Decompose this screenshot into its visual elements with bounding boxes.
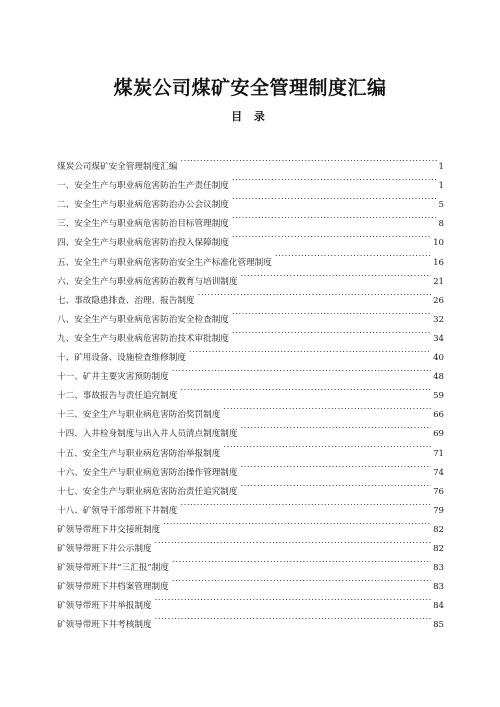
toc-dot-leader	[232, 207, 437, 226]
toc-entry-page-number: 74	[433, 467, 444, 478]
toc-entry-page-number: 1	[438, 181, 444, 192]
toc-entry-page-number: 59	[433, 391, 444, 402]
toc-dot-leader	[240, 456, 431, 475]
toc-entry-page-number: 69	[433, 429, 444, 440]
toc-entry-page-number: 76	[433, 486, 444, 497]
toc-dot-leader	[155, 589, 432, 608]
toc-dot-leader	[180, 150, 436, 169]
toc-entry-page-number: 10	[433, 238, 444, 249]
toc-entry-page-number: 83	[433, 582, 444, 593]
toc-entry-label: 十五、安全生产与职业病危害防治举报制度	[57, 448, 221, 459]
toc-entry-page-number: 40	[433, 353, 444, 364]
toc-entry-label: 十四、入井检身制度与出入井人员清点制度制度	[57, 429, 238, 440]
toc-entry-page-number: 26	[433, 295, 444, 306]
toc-entry-label: 五、安全生产与职业病危害防治安全生产标准化管理制度	[57, 257, 272, 268]
toc-dot-leader	[180, 379, 431, 398]
toc-entry-page-number: 85	[433, 620, 444, 631]
toc-dot-leader	[155, 532, 432, 551]
toc-dot-leader	[172, 570, 431, 589]
toc-entry-page-number: 71	[433, 448, 444, 459]
toc-entry-page-number: 32	[433, 314, 444, 325]
document-title: 煤炭公司煤矿安全管理制度汇编	[113, 77, 387, 99]
toc-entry-label: 三、安全生产与职业病危害防治目标管理制度	[57, 219, 229, 230]
toc-dot-leader	[232, 188, 437, 207]
toc-dot-leader	[232, 226, 431, 245]
toc-entry-label: 六、安全生产与职业病危害防治教育与培训制度	[57, 276, 238, 287]
toc-entry-label: 十七、安全生产与职业病危害防治责任追究制度	[57, 486, 238, 497]
toc-entry-label: 煤炭公司煤矿安全管理制度汇编	[57, 162, 178, 173]
toc-entry-page-number: 48	[433, 372, 444, 383]
toc-entry-label: 矿领导带班下井档案管理制度	[57, 582, 169, 593]
toc-dot-leader	[240, 475, 431, 494]
toc-dot-leader	[275, 245, 431, 264]
toc-entry-label: 十六、安全生产与职业病危害防治操作管理制度	[57, 467, 238, 478]
toc-entry-label: 十八、矿领导干部带班下井制度	[57, 505, 178, 516]
toc-entry[interactable]	[57, 150, 444, 173]
toc-dot-leader	[223, 436, 431, 455]
toc-entry-label: 十、矿用设备、设施检查维修制度	[57, 353, 186, 364]
toc-entry-label: 八、安全生产与职业病危害防治安全检查制度	[57, 314, 229, 325]
toc-dot-leader	[180, 494, 431, 513]
toc-dot-leader	[240, 265, 431, 284]
toc-entry-page-number: 34	[433, 333, 444, 344]
toc-dot-leader	[189, 341, 431, 360]
toc-entry-label: 十二、事故报告与责任追究制度	[57, 391, 178, 402]
toc-dot-leader	[232, 322, 431, 341]
toc-entry-label: 九、安全生产与职业病危害防治技术审批制度	[57, 333, 229, 344]
toc-entry-label: 四、安全生产与职业病危害防治投入保障制度	[57, 238, 229, 249]
toc-entry-page-number: 16	[433, 257, 444, 268]
toc-dot-leader	[163, 513, 431, 532]
toc-dot-leader	[240, 417, 431, 436]
table-of-contents	[57, 150, 444, 631]
toc-entry-label: 十一、矿井主要灾害预防制度	[57, 372, 169, 383]
toc-entry-page-number: 82	[433, 543, 444, 554]
toc-entry-label: 七、事故隐患排查、治理、报告制度	[57, 295, 195, 306]
toc-dot-leader	[223, 398, 431, 417]
toc-dot-leader	[172, 360, 431, 379]
toc-dot-leader	[198, 284, 432, 303]
toc-entry-label: 矿领导带班下井交接班制度	[57, 524, 161, 535]
toc-dot-leader	[232, 303, 431, 322]
toc-entry-page-number: 8	[438, 219, 444, 230]
toc-entry-label: 二、安全生产与职业病危害防治办公会议制度	[57, 200, 229, 211]
toc-entry-label: 矿领导带班下井考核制度	[57, 620, 152, 631]
toc-entry-label: 十三、安全生产与职业病危害防治奖罚制度	[57, 410, 221, 421]
toc-entry-page-number: 66	[433, 410, 444, 421]
toc-entry-label: 矿领导带班下井公示制度	[57, 543, 152, 554]
toc-entry-page-number: 83	[433, 563, 444, 574]
toc-entry-label: 一、安全生产与职业病危害防治生产责任制度	[57, 181, 229, 192]
toc-dot-leader	[232, 169, 437, 188]
toc-heading: 目 录	[231, 110, 269, 123]
toc-entry-label: 矿领导带班下井举报制度	[57, 601, 152, 612]
toc-entry-page-number: 79	[433, 505, 444, 516]
toc-entry-page-number: 5	[438, 200, 444, 211]
toc-entry-label: 矿领导带班下井“三汇报”制度	[57, 563, 169, 574]
toc-entry-page-number: 82	[433, 524, 444, 535]
toc-entry-page-number: 84	[433, 601, 444, 612]
toc-entry-page-number: 21	[433, 276, 444, 287]
toc-dot-leader	[155, 608, 432, 627]
toc-dot-leader	[172, 551, 431, 570]
toc-entry-page-number: 1	[438, 162, 444, 173]
